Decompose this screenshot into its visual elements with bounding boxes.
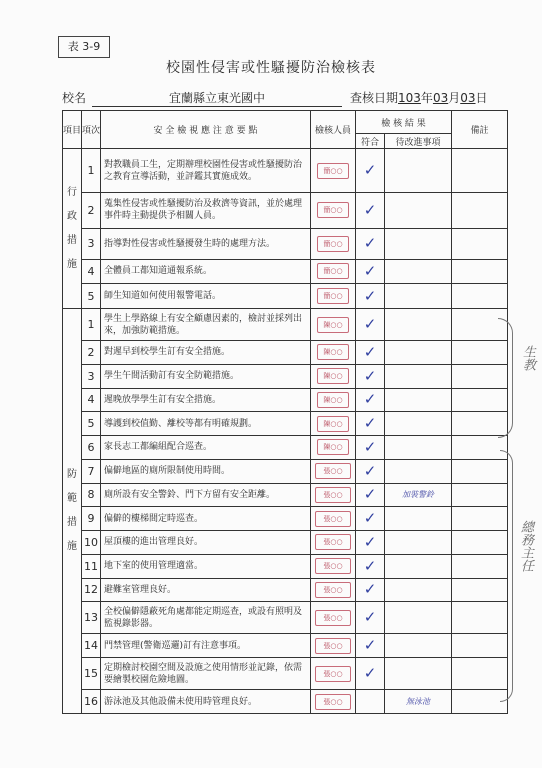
- item-number: 14: [82, 634, 101, 658]
- item-text: 學生上學路線上有安全顧慮因素的，檢討並採列出來，加強防範措施。: [101, 309, 311, 341]
- category-label: 防範措施: [63, 309, 82, 714]
- table-row: [63, 436, 508, 460]
- check-mark: ✓: [363, 485, 377, 504]
- item-text: 遲晚放學學生訂有安全措施。: [101, 388, 311, 412]
- table-row: [63, 364, 508, 388]
- header-no: 項次: [82, 111, 101, 149]
- check-mark: ✓: [363, 509, 377, 528]
- item-text: 全校偏僻隱蔽死角處都能定期巡查，或設有照明及監視錄影器。: [101, 602, 311, 634]
- inspector-cell: [311, 364, 356, 388]
- check-mark: ✓: [363, 390, 377, 409]
- table-row: [63, 690, 508, 714]
- inspector-cell: [311, 228, 356, 259]
- check-mark: ✓: [363, 342, 377, 361]
- check-mark: ✓: [363, 315, 377, 334]
- handwritten-note-1: 生教: [520, 345, 535, 371]
- inspector-cell: [311, 507, 356, 531]
- school-label: 校名: [62, 91, 87, 105]
- item-text: 廁所設有安全警鈴、門下方留有安全距離。: [101, 483, 311, 507]
- check-mark: ✓: [363, 437, 377, 456]
- pass-cell: [356, 690, 385, 714]
- item-text: 游泳池及其他設備未使用時管理良好。: [101, 690, 311, 714]
- table-row: [63, 309, 508, 341]
- improve-cell: [385, 602, 452, 634]
- improve-cell: [385, 531, 452, 555]
- item-text: 定期檢討校園空間及設施之使用情形並記錄，依需要繪製校園危險地圖。: [101, 658, 311, 690]
- header-info: [62, 89, 502, 107]
- improve-cell: [385, 364, 452, 388]
- improve-cell: [385, 554, 452, 578]
- item-number: 8: [82, 483, 101, 507]
- pass-cell: [356, 412, 385, 436]
- table-row: [63, 259, 508, 284]
- remark-cell: [452, 193, 508, 228]
- pass-cell: [356, 634, 385, 658]
- improve-cell: 加裝警鈴: [385, 483, 452, 507]
- item-number: 1: [82, 309, 101, 341]
- check-mark: ✓: [363, 161, 377, 180]
- improve-cell: [385, 193, 452, 228]
- item-number: 5: [82, 284, 101, 309]
- item-text: 家長志工都編組配合巡查。: [101, 436, 311, 460]
- table-row: [63, 531, 508, 555]
- item-text: 偏僻的樓梯間定時巡查。: [101, 507, 311, 531]
- header-inspector: 檢核人員: [311, 111, 356, 149]
- improve-cell: [385, 388, 452, 412]
- item-number: 12: [82, 578, 101, 602]
- pass-cell: [356, 364, 385, 388]
- pass-cell: [356, 341, 385, 365]
- inspector-cell: [311, 309, 356, 341]
- pass-cell: [356, 228, 385, 259]
- improve-cell: [385, 149, 452, 193]
- table-row: [63, 634, 508, 658]
- item-text: 對遲早到校學生訂有安全措施。: [101, 341, 311, 365]
- item-number: 1: [82, 149, 101, 193]
- date-month-unit: 月: [448, 91, 461, 105]
- improve-cell: [385, 578, 452, 602]
- header-category: 項目: [63, 111, 82, 149]
- handwritten-bracket-2: [500, 450, 513, 702]
- pass-cell: [356, 531, 385, 555]
- inspector-stamp: 張○○: [315, 558, 351, 574]
- item-text: 地下室的使用管理適當。: [101, 554, 311, 578]
- inspector-cell: [311, 690, 356, 714]
- item-number: 2: [82, 341, 101, 365]
- improve-cell: [385, 228, 452, 259]
- checklist-table: [62, 110, 508, 714]
- table-row: [63, 507, 508, 531]
- inspector-cell: [311, 284, 356, 309]
- improve-cell: [385, 658, 452, 690]
- check-mark: ✓: [363, 608, 377, 627]
- pass-cell: [356, 309, 385, 341]
- date-label: 查核日期: [350, 91, 399, 105]
- date-year-unit: 年: [420, 91, 433, 105]
- item-text: 對教職員工生，定期辦理校園性侵害或性騷擾防治之教育宣導活動，並評鑑其實施成效。: [101, 149, 311, 193]
- pass-cell: [356, 483, 385, 507]
- check-mark: ✓: [363, 200, 377, 219]
- date-day: 03: [460, 91, 476, 105]
- improve-cell: [385, 459, 452, 483]
- table-row: [63, 554, 508, 578]
- item-number: 2: [82, 193, 101, 228]
- table-row: [63, 228, 508, 259]
- item-text: 屋頂樓的進出管理良好。: [101, 531, 311, 555]
- table-row: [63, 149, 508, 193]
- inspector-stamp: 張○○: [315, 582, 351, 598]
- pass-cell: [356, 658, 385, 690]
- table-row: [63, 193, 508, 228]
- handwritten-note-2: 總務主任: [518, 520, 533, 572]
- inspector-cell: [311, 412, 356, 436]
- table-row: [63, 602, 508, 634]
- item-number: 15: [82, 658, 101, 690]
- inspector-stamp: 簡○○: [317, 236, 349, 252]
- item-text: 門禁管理(警衛巡邏)訂有注意事項。: [101, 634, 311, 658]
- item-number: 16: [82, 690, 101, 714]
- table-row: [63, 483, 508, 507]
- inspector-cell: [311, 578, 356, 602]
- table-row: [63, 284, 508, 309]
- inspector-stamp: 陳○○: [317, 439, 349, 455]
- pass-cell: [356, 259, 385, 284]
- inspector-cell: [311, 259, 356, 284]
- inspector-stamp: 張○○: [315, 534, 351, 550]
- pass-cell: [356, 388, 385, 412]
- check-mark: ✓: [363, 414, 377, 433]
- school-name: 宜蘭縣立東光國中: [92, 89, 342, 107]
- handwritten-bracket-1: [498, 318, 513, 438]
- remark-cell: [452, 284, 508, 309]
- item-number: 3: [82, 364, 101, 388]
- pass-cell: [356, 459, 385, 483]
- inspector-cell: [311, 483, 356, 507]
- check-mark: ✓: [363, 664, 377, 683]
- check-mark: ✓: [363, 580, 377, 599]
- inspector-cell: [311, 554, 356, 578]
- item-number: 3: [82, 228, 101, 259]
- improve-cell: [385, 634, 452, 658]
- check-mark: ✓: [363, 636, 377, 655]
- inspector-cell: [311, 531, 356, 555]
- item-text: 全體員工都知道通報系統。: [101, 259, 311, 284]
- item-number: 4: [82, 388, 101, 412]
- inspector-stamp: 陳○○: [317, 392, 349, 408]
- date-year: 103: [398, 91, 421, 105]
- header-content: 安 全 檢 視 應 注 意 要 點: [101, 111, 311, 149]
- inspector-cell: [311, 149, 356, 193]
- inspector-stamp: 張○○: [315, 694, 351, 710]
- check-mark: ✓: [363, 261, 377, 280]
- table-row: [63, 388, 508, 412]
- improve-cell: [385, 341, 452, 365]
- pass-cell: [356, 554, 385, 578]
- remark-cell: [452, 259, 508, 284]
- improve-cell: [385, 284, 452, 309]
- pass-cell: [356, 602, 385, 634]
- inspector-stamp: 張○○: [315, 463, 351, 479]
- item-text: 避難室管理良好。: [101, 578, 311, 602]
- item-number: 6: [82, 436, 101, 460]
- inspector-stamp: 張○○: [315, 638, 351, 654]
- improve-cell: [385, 412, 452, 436]
- inspector-cell: [311, 341, 356, 365]
- remark-cell: [452, 228, 508, 259]
- check-mark: ✓: [363, 532, 377, 551]
- inspector-stamp: 張○○: [315, 511, 351, 527]
- check-mark: ✓: [363, 461, 377, 480]
- item-text: 師生知道如何使用報警電話。: [101, 284, 311, 309]
- item-number: 7: [82, 459, 101, 483]
- check-mark: ✓: [363, 234, 377, 252]
- inspector-cell: [311, 602, 356, 634]
- inspector-stamp: 陳○○: [317, 344, 349, 360]
- inspector-stamp: 張○○: [315, 610, 351, 626]
- form-number: 表 3-9: [58, 36, 110, 58]
- item-number: 10: [82, 531, 101, 555]
- date-month: 03: [432, 91, 449, 105]
- item-number: 5: [82, 412, 101, 436]
- pass-cell: [356, 578, 385, 602]
- item-text: 指導對性侵害或性騷擾發生時的處理方法。: [101, 228, 311, 259]
- improve-cell: [385, 309, 452, 341]
- page-title: 校園性侵害或性騷擾防治檢核表: [166, 60, 376, 76]
- table-row: [63, 658, 508, 690]
- item-text: 學生午間活動訂有安全防範措施。: [101, 364, 311, 388]
- improve-cell: [385, 259, 452, 284]
- table-row: [63, 459, 508, 483]
- inspector-stamp: 簡○○: [317, 163, 349, 179]
- inspection-date: [350, 89, 488, 106]
- item-text: 蒐集性侵害或性騷擾防治及救濟等資訊，並於處理事件時主動提供予相關人員。: [101, 193, 311, 228]
- inspector-stamp: 張○○: [315, 666, 351, 682]
- date-day-unit: 日: [475, 91, 488, 105]
- table-row: [63, 578, 508, 602]
- improve-cell: [385, 507, 452, 531]
- inspector-cell: [311, 634, 356, 658]
- inspector-stamp: 陳○○: [317, 416, 349, 432]
- pass-cell: [356, 193, 385, 228]
- item-number: 11: [82, 554, 101, 578]
- inspector-cell: [311, 388, 356, 412]
- pass-cell: [356, 436, 385, 460]
- table-row: [63, 412, 508, 436]
- item-text: 導護到校值勤、離校等都有明確規劃。: [101, 412, 311, 436]
- pass-cell: [356, 284, 385, 309]
- inspector-cell: [311, 436, 356, 460]
- header-pass: 符合: [356, 134, 385, 149]
- table-row: [63, 341, 508, 365]
- item-text: 偏僻地區的廁所限制使用時間。: [101, 459, 311, 483]
- inspector-stamp: 陳○○: [317, 317, 349, 333]
- improve-cell: [385, 436, 452, 460]
- check-mark: ✓: [363, 286, 377, 305]
- inspector-stamp: 簡○○: [317, 288, 349, 304]
- inspector-stamp: 簡○○: [317, 263, 349, 279]
- check-mark: ✓: [363, 366, 377, 385]
- header-improve: 待改進事項: [385, 134, 452, 149]
- pass-cell: [356, 507, 385, 531]
- pass-cell: [356, 149, 385, 193]
- remark-cell: [452, 149, 508, 193]
- header-remark: 備註: [452, 111, 508, 149]
- inspector-cell: [311, 193, 356, 228]
- inspector-cell: [311, 658, 356, 690]
- item-number: 13: [82, 602, 101, 634]
- inspector-stamp: 張○○: [315, 487, 351, 503]
- check-mark: ✓: [363, 556, 377, 575]
- header-result: 檢 核 結 果: [356, 111, 452, 134]
- inspector-stamp: 簡○○: [317, 202, 349, 218]
- inspector-cell: [311, 459, 356, 483]
- item-number: 4: [82, 259, 101, 284]
- category-label: 行政措施: [63, 149, 82, 309]
- item-number: 9: [82, 507, 101, 531]
- inspector-stamp: 陳○○: [317, 368, 349, 384]
- improve-cell: 無泳池: [385, 690, 452, 714]
